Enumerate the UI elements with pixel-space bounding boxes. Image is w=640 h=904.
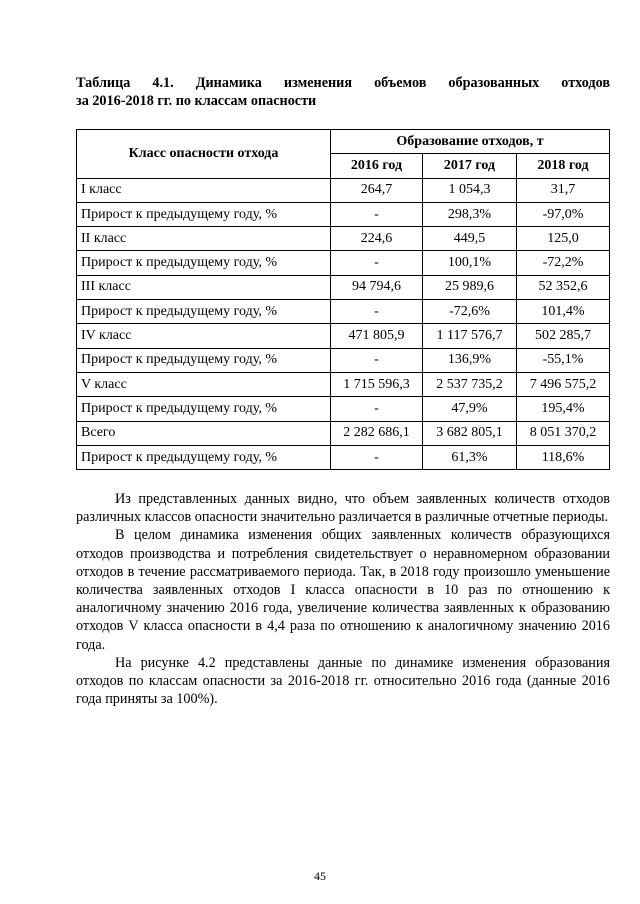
cell-2018: 8 051 370,2 bbox=[517, 421, 610, 445]
paragraph: На рисунке 4.2 представлены данные по динамике изменения образования отходов по классам опасности за 2016-2018 гг. относительно 2016 года (данные 2016 года приняты за 100%). bbox=[76, 654, 610, 708]
table-row bbox=[77, 348, 610, 372]
paragraph: В целом динамика изменения общих заявленных количеств образующихся отходов производства и потребления свидетельствует о неравномерном образовании отходов в течение рассматриваемого периода. Так, в 2018 году произошло уменьшение количества заявленных отходов I класса опасности в 10 раз по отношению к аналогичному значению 2016 года, увеличение количества заявленных к образованию отходов V класса опасности в 4,4 раза по отношению к аналогичному значению 2016 года. bbox=[76, 527, 610, 653]
table-row bbox=[77, 202, 610, 226]
cell-2016: 264,7 bbox=[331, 178, 423, 202]
cell-2018: 7 496 575,2 bbox=[517, 372, 610, 396]
row-label: V класс bbox=[77, 372, 331, 396]
cell-2017: 1 117 576,7 bbox=[423, 324, 517, 348]
table-row bbox=[77, 178, 610, 202]
cell-2017: 100,1% bbox=[423, 251, 517, 275]
row-label: Прирост к предыдущему году, % bbox=[77, 300, 331, 324]
cell-2017: 3 682 805,1 bbox=[423, 421, 517, 445]
cell-2016: 1 715 596,3 bbox=[331, 372, 423, 396]
cell-2017: 136,9% bbox=[423, 348, 517, 372]
row-label: II класс bbox=[77, 227, 331, 251]
cell-2016: 224,6 bbox=[331, 227, 423, 251]
table-header bbox=[77, 130, 610, 179]
table-caption bbox=[76, 74, 610, 110]
cell-2018: 52 352,6 bbox=[517, 275, 610, 299]
row-label: Прирост к предыдущему году, % bbox=[77, 251, 331, 275]
table-row bbox=[77, 445, 610, 469]
cell-2016: 471 805,9 bbox=[331, 324, 423, 348]
waste-table bbox=[76, 129, 610, 470]
table-caption-line-1: Таблица 4.1. Динамика изменения объемов образованных отходов bbox=[76, 75, 610, 91]
row-label: I класс bbox=[77, 178, 331, 202]
cell-2018: -55,1% bbox=[517, 348, 610, 372]
body-text bbox=[76, 490, 610, 708]
cell-2016: - bbox=[331, 202, 423, 226]
year-header: 2017 год bbox=[423, 154, 517, 178]
cell-2018: 125,0 bbox=[517, 227, 610, 251]
class-header: Класс опасности отхода bbox=[77, 130, 331, 179]
year-header: 2016 год bbox=[331, 154, 423, 178]
cell-2018: 31,7 bbox=[517, 178, 610, 202]
row-label: Прирост к предыдущему году, % bbox=[77, 445, 331, 469]
cell-2016: - bbox=[331, 251, 423, 275]
row-label: Прирост к предыдущему году, % bbox=[77, 348, 331, 372]
cell-2018: -97,0% bbox=[517, 202, 610, 226]
table-row bbox=[77, 251, 610, 275]
cell-2018: 195,4% bbox=[517, 397, 610, 421]
row-label: III класс bbox=[77, 275, 331, 299]
table-row bbox=[77, 421, 610, 445]
row-label: Прирост к предыдущему году, % bbox=[77, 202, 331, 226]
cell-2018: -72,2% bbox=[517, 251, 610, 275]
cell-2018: 118,6% bbox=[517, 445, 610, 469]
table-row bbox=[77, 397, 610, 421]
paragraph: Из представленных данных видно, что объем заявленных количеств отходов различных классов опасности значительно различается в различные отчетные периоды. bbox=[76, 491, 610, 526]
row-label: Прирост к предыдущему году, % bbox=[77, 397, 331, 421]
table-caption-line-2: за 2016-2018 гг. по классам опасности bbox=[76, 93, 317, 109]
cell-2016: - bbox=[331, 445, 423, 469]
header-row-1 bbox=[77, 130, 610, 154]
group-header: Образование отходов, т bbox=[331, 130, 610, 154]
cell-2017: 61,3% bbox=[423, 445, 517, 469]
table-row bbox=[77, 275, 610, 299]
page-number: 45 bbox=[314, 869, 326, 883]
cell-2016: - bbox=[331, 348, 423, 372]
row-label: Всего bbox=[77, 421, 331, 445]
cell-2018: 502 285,7 bbox=[517, 324, 610, 348]
cell-2016: - bbox=[331, 397, 423, 421]
cell-2017: 25 989,6 bbox=[423, 275, 517, 299]
cell-2017: 2 537 735,2 bbox=[423, 372, 517, 396]
table-body bbox=[77, 178, 610, 470]
row-label: IV класс bbox=[77, 324, 331, 348]
table-row bbox=[77, 324, 610, 348]
table-row bbox=[77, 300, 610, 324]
cell-2017: -72,6% bbox=[423, 300, 517, 324]
cell-2016: 2 282 686,1 bbox=[331, 421, 423, 445]
cell-2017: 47,9% bbox=[423, 397, 517, 421]
cell-2016: - bbox=[331, 300, 423, 324]
cell-2017: 1 054,3 bbox=[423, 178, 517, 202]
table-row bbox=[77, 372, 610, 396]
year-header: 2018 год bbox=[517, 154, 610, 178]
cell-2018: 101,4% bbox=[517, 300, 610, 324]
cell-2017: 449,5 bbox=[423, 227, 517, 251]
cell-2016: 94 794,6 bbox=[331, 275, 423, 299]
table-row bbox=[77, 227, 610, 251]
cell-2017: 298,3% bbox=[423, 202, 517, 226]
